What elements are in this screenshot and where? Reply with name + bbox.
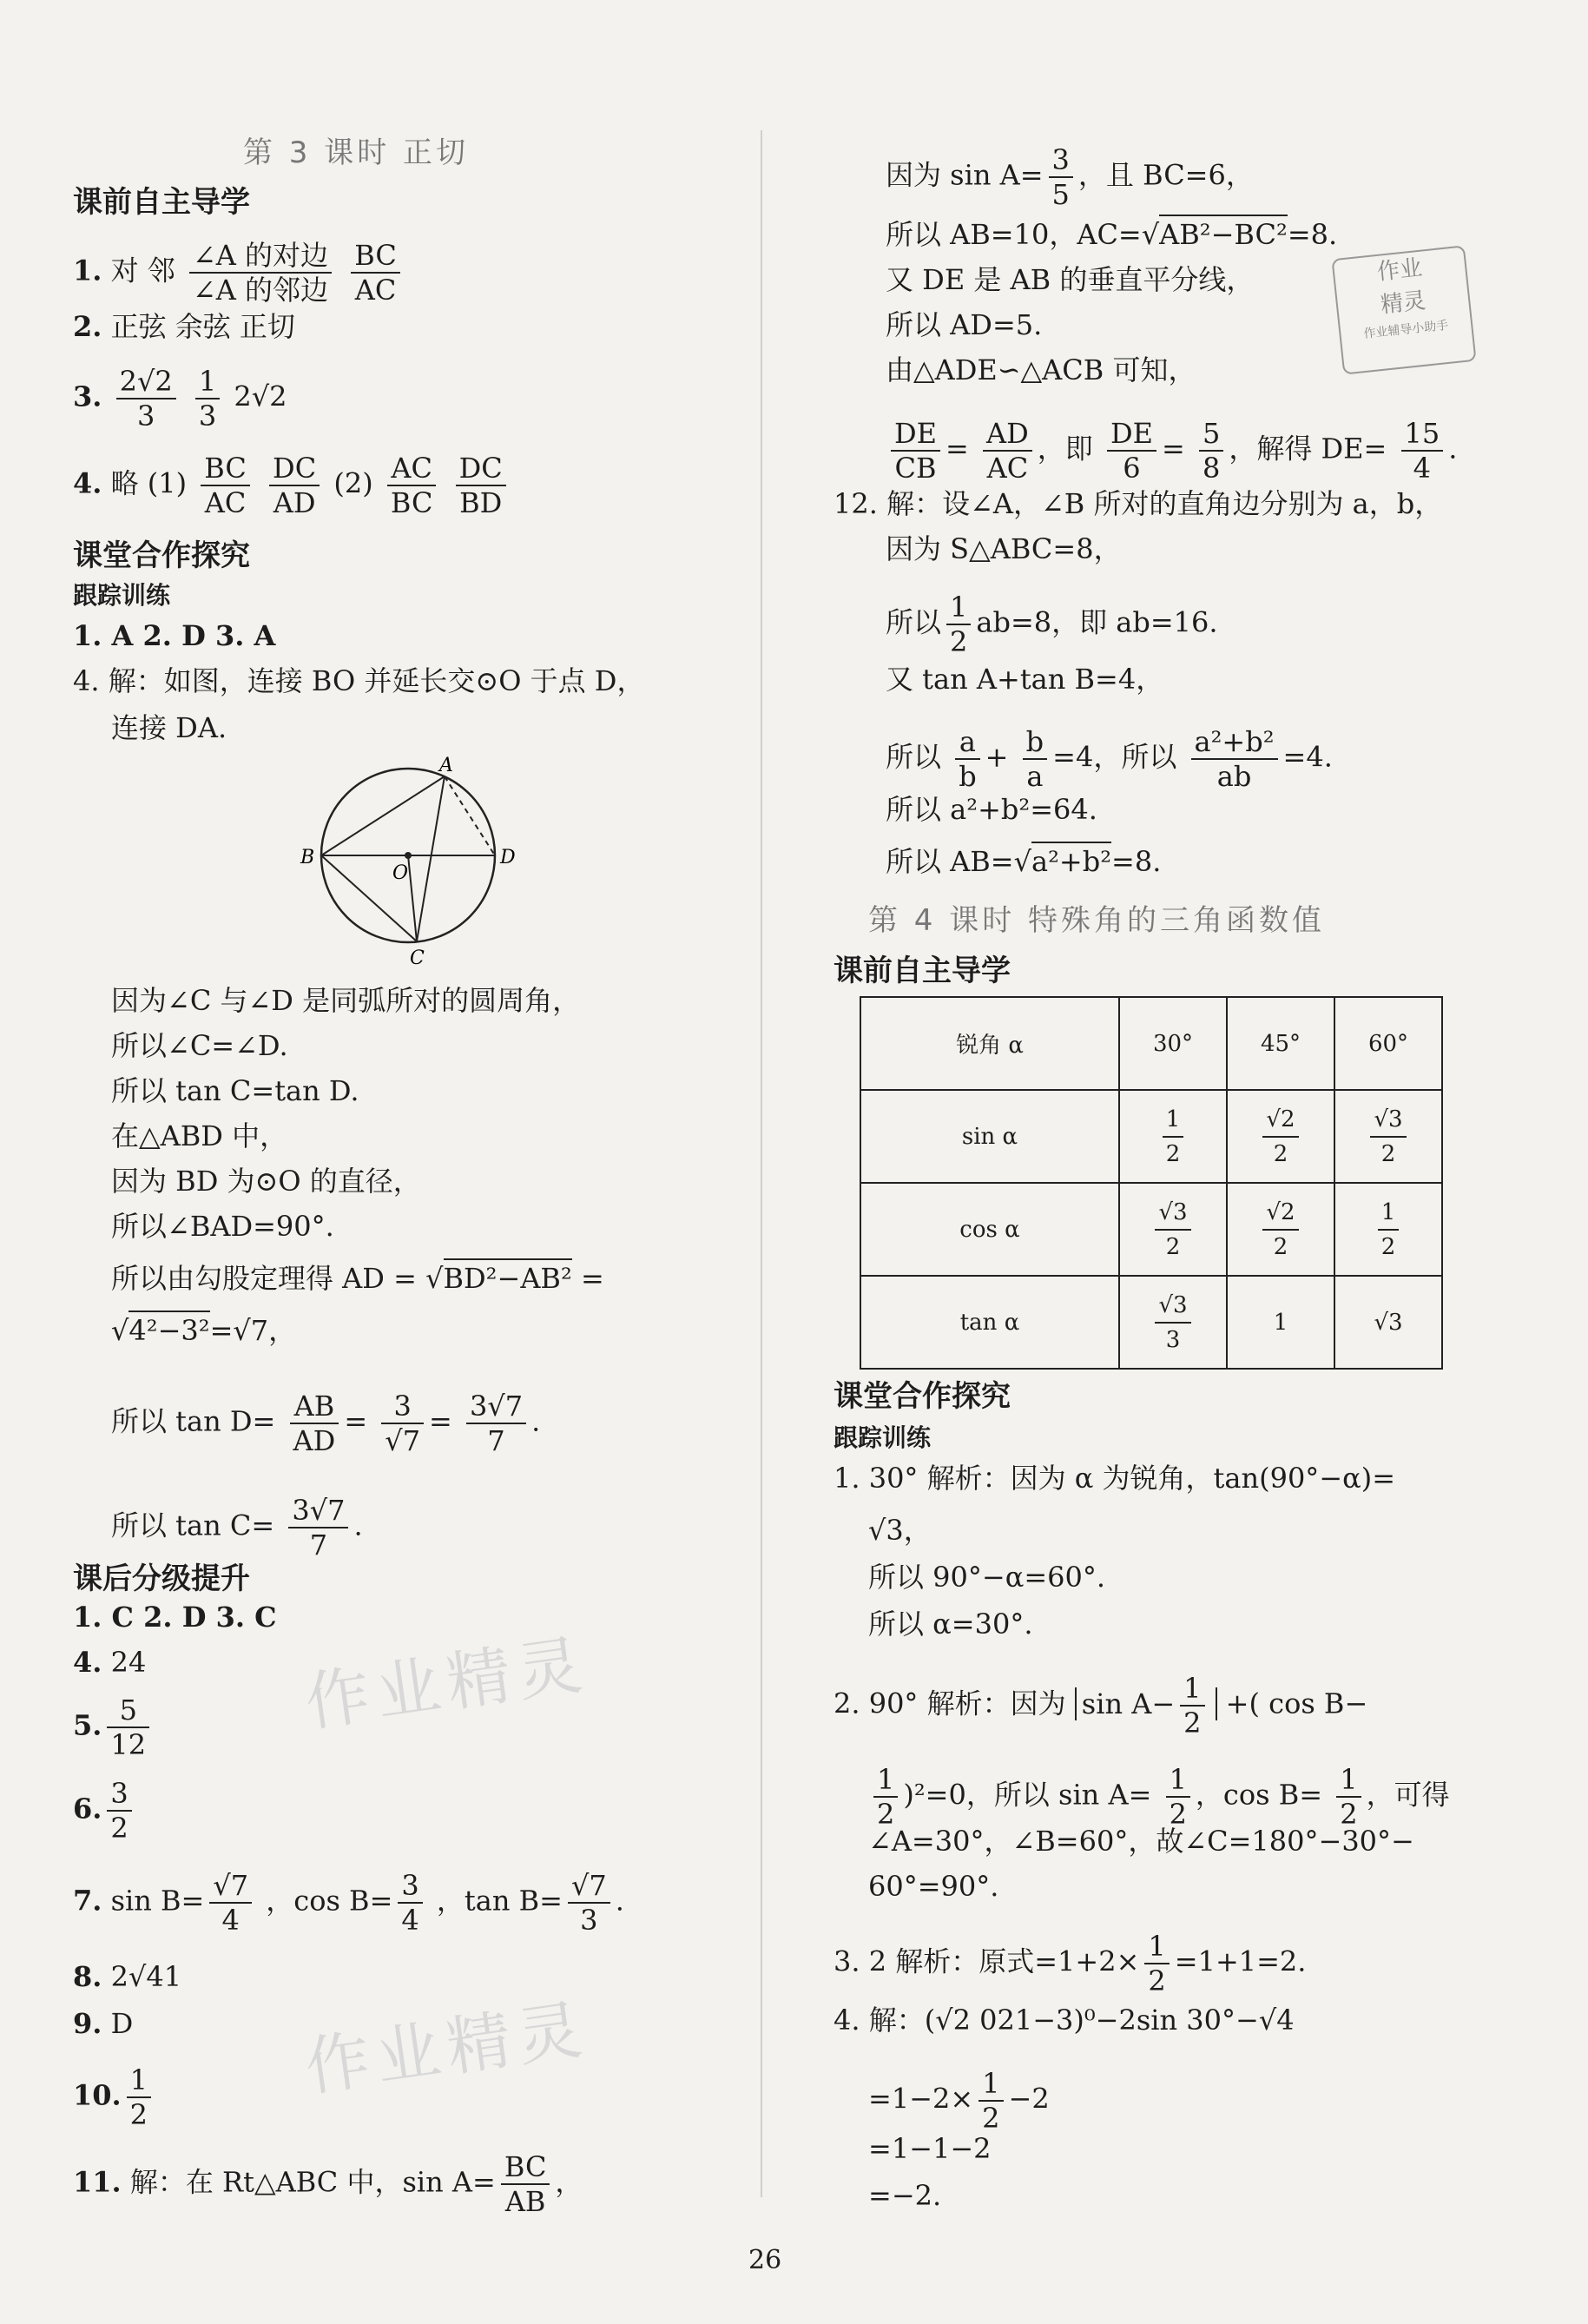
k1-l4: 所以 α=30°.	[868, 1608, 1033, 1641]
q1-fraction-1: $\frac{\text{∠A 的对边}}{\text{∠A 的邻边}}$	[189, 239, 332, 307]
q12-l7: 所以 AB=√a²+b²=8.	[886, 844, 1161, 879]
section-class-explore: 课堂合作探究	[73, 538, 250, 573]
lesson-4-title: 第 4 课时 特殊角的三角函数值	[868, 903, 1326, 938]
q3-fraction-2: $\frac{1}{3}$	[195, 365, 220, 432]
section-pre-study: 课前自主导学	[73, 185, 250, 220]
q3-line: 3. $\frac{2√2}{3}$ $\frac{1}{3}$ 2√2	[73, 365, 287, 432]
s4: 在△ABD 中，	[111, 1119, 288, 1152]
q1-number: 1.	[73, 254, 102, 287]
table-row: cos α $\frac{√3}{2}$ $\frac{√2}{2}$ $\frac{1}{2}$	[860, 1183, 1442, 1276]
s6: 所以∠BAD=90°.	[111, 1210, 334, 1243]
q12-l3: 所以 $\frac{1}{2}$ ab=8，即 ab=16.	[886, 591, 1218, 658]
k2-l1: 2. 90° 解析：因为 sin A− $\frac{1}{2}$ +( cos B−	[834, 1672, 1368, 1740]
q4-line: 4. 略 (1) $\frac{BC}{AC}$ $\frac{DC}{AD}$ (2) $\frac{AC}{BC}$ $\frac{DC}{BD}$	[73, 452, 511, 519]
q12-l2: 因为 S△ABC=8，	[886, 532, 1122, 565]
watermark-1: 作业精灵	[300, 1627, 594, 1741]
r2: 所以 AB=10，AC=√AB²−BC²=8.	[886, 217, 1337, 252]
k3: 3. 2 解析：原式=1+2× $\frac{1}{2}$ =1+1=2.	[834, 1930, 1307, 1997]
chord-ba	[321, 776, 445, 855]
label-a: A	[439, 756, 453, 776]
q1-fraction-2: $\frac{BC}{AC}$	[351, 239, 400, 307]
segment-oc	[408, 855, 417, 941]
s10: 所以 tan C= $\frac{3√7}{7}$ .	[111, 1494, 363, 1561]
k4-l3: =1−1−2	[868, 2132, 992, 2165]
label-d: D	[500, 847, 516, 868]
label-b: B	[300, 847, 315, 868]
q3-fraction-1: $\frac{2√2}{3}$	[116, 365, 176, 432]
section-pre-study-4: 课前自主导学	[834, 954, 1011, 988]
lesson-3-title: 第 3 课时 正切	[243, 135, 470, 170]
section-after-class: 课后分级提升	[73, 1561, 250, 1596]
chord-ac	[417, 776, 445, 941]
h9: 9. D	[73, 2007, 134, 2040]
table-row: sin α $\frac{1}{2}$ $\frac{√2}{2}$ $\frac{√3}{2}$	[860, 1090, 1442, 1183]
s8: √4²−3²=√7，	[111, 1313, 296, 1348]
k1-l3: 所以 90°−α=60°.	[868, 1561, 1106, 1594]
h8: 8. 2√41	[73, 1960, 182, 1993]
s5: 因为 BD 为⊙O 的直径，	[111, 1165, 421, 1198]
label-c: C	[410, 947, 425, 969]
t4-line-1: 4. 解：如图，连接 BO 并延长交⊙O 于点 D，	[73, 664, 645, 697]
h10: 10. $\frac{1}{2}$	[73, 2063, 156, 2131]
label-o: O	[392, 862, 409, 884]
r4: 所以 AD=5.	[886, 308, 1043, 341]
s9: 所以 tan D= $\frac{AB}{AD}$ = $\frac{3}{√7}$ = $\frac{3√7}{7}$ .	[111, 1390, 541, 1457]
q12-l6: 所以 a²+b²=64.	[886, 793, 1097, 826]
q1-text: 对 邻	[110, 254, 175, 287]
r6: $\frac{DE}{CB}$ = $\frac{AD}{AC}$ ，即 $\frac{DE}{6}$ = $\frac{5}{8}$ ，解得 DE= $\frac{15}{4}$ .	[886, 417, 1457, 485]
k4-l1: 4. 解：(√2 021−3)⁰−2sin 30°−√4	[834, 2004, 1295, 2037]
h7: 7. sin B= $\frac{√7}{4}$ ，cos B= $\frac{3}{4}$ ，tan B= $\frac{√7}{3}$ .	[73, 1869, 624, 1937]
table-row: tan α $\frac{√3}{3}$ 1 √3	[860, 1276, 1442, 1369]
stamp-logo: 作业 精灵 作业辅导小助手	[1331, 245, 1476, 374]
circle-figure	[295, 756, 521, 973]
s3: 所以 tan C=tan D.	[111, 1074, 359, 1107]
tracking-answers-1-3: 1. A 2. D 3. A	[73, 619, 276, 652]
q2-line: 2. 正弦 余弦 正切	[73, 310, 295, 343]
k1-l2: √3，	[868, 1514, 932, 1547]
h4: 4. 24	[73, 1646, 147, 1679]
k2-l4: 60°=90°.	[868, 1870, 999, 1903]
h6: 6. $\frac{3}{2}$	[73, 1777, 137, 1845]
h5: 5. $\frac{5}{12}$	[73, 1693, 155, 1761]
r1: 因为 sin A= $\frac{3}{5}$ ，且 BC=6，	[886, 143, 1254, 211]
k1-l1: 1. 30° 解析：因为 α 为锐角，tan(90°−α)=	[834, 1462, 1396, 1495]
q1-line	[73, 239, 405, 307]
column-divider	[761, 130, 762, 2197]
s2: 所以∠C=∠D.	[111, 1029, 288, 1062]
section-class-explore-4: 课堂合作探究	[834, 1379, 1011, 1414]
s7: 所以由勾股定理得 AD = √BD²−AB² =	[111, 1261, 604, 1296]
watermark-2: 作业精灵	[300, 1991, 594, 2106]
subsection-tracking: 跟踪训练	[73, 581, 171, 610]
chord-ad	[445, 776, 495, 855]
k4-l4: =−2.	[868, 2179, 942, 2212]
center-point	[405, 852, 412, 859]
h11: 11. 解：在 Rt△ABC 中，sin A= $\frac{BC}{AB}$ ，	[73, 2150, 583, 2218]
r5: 由△ADE∽△ACB 可知，	[886, 353, 1196, 386]
table-row: 锐角 α 30° 45° 60°	[860, 997, 1442, 1090]
q12-l4: 又 tan A+tan B=4，	[886, 663, 1164, 696]
q12-l5: 所以 $\frac{a}{b}$ + $\frac{b}{a}$ =4，所以 $\frac{\text{a²+b²}}{ab}$ =4.	[886, 725, 1333, 793]
k2-l2: $\frac{1}{2}$ )²=0，所以 sin A= $\frac{1}{2}$ ，cos B= $\frac{1}{2}$ ，可得	[868, 1763, 1450, 1831]
t4-line-2: 连接 DA.	[111, 711, 227, 744]
r3: 又 DE 是 AB 的垂直平分线，	[886, 263, 1255, 296]
q12-l1: 12. 解：设∠A，∠B 所对的直角边分别为 a，b，	[834, 487, 1443, 520]
trig-values-table	[860, 996, 1443, 1370]
s1: 因为∠C 与∠D 是同弧所对的圆周角，	[111, 984, 581, 1017]
subsection-tracking-4: 跟踪训练	[834, 1423, 932, 1452]
h1-3: 1. C 2. D 3. C	[73, 1601, 277, 1634]
page-number: 26	[748, 2245, 782, 2275]
k2-l3: ∠A=30°，∠B=60°，故∠C=180°−30°−	[868, 1825, 1414, 1858]
k4-l2: =1−2× $\frac{1}{2}$ −2	[868, 2067, 1050, 2135]
